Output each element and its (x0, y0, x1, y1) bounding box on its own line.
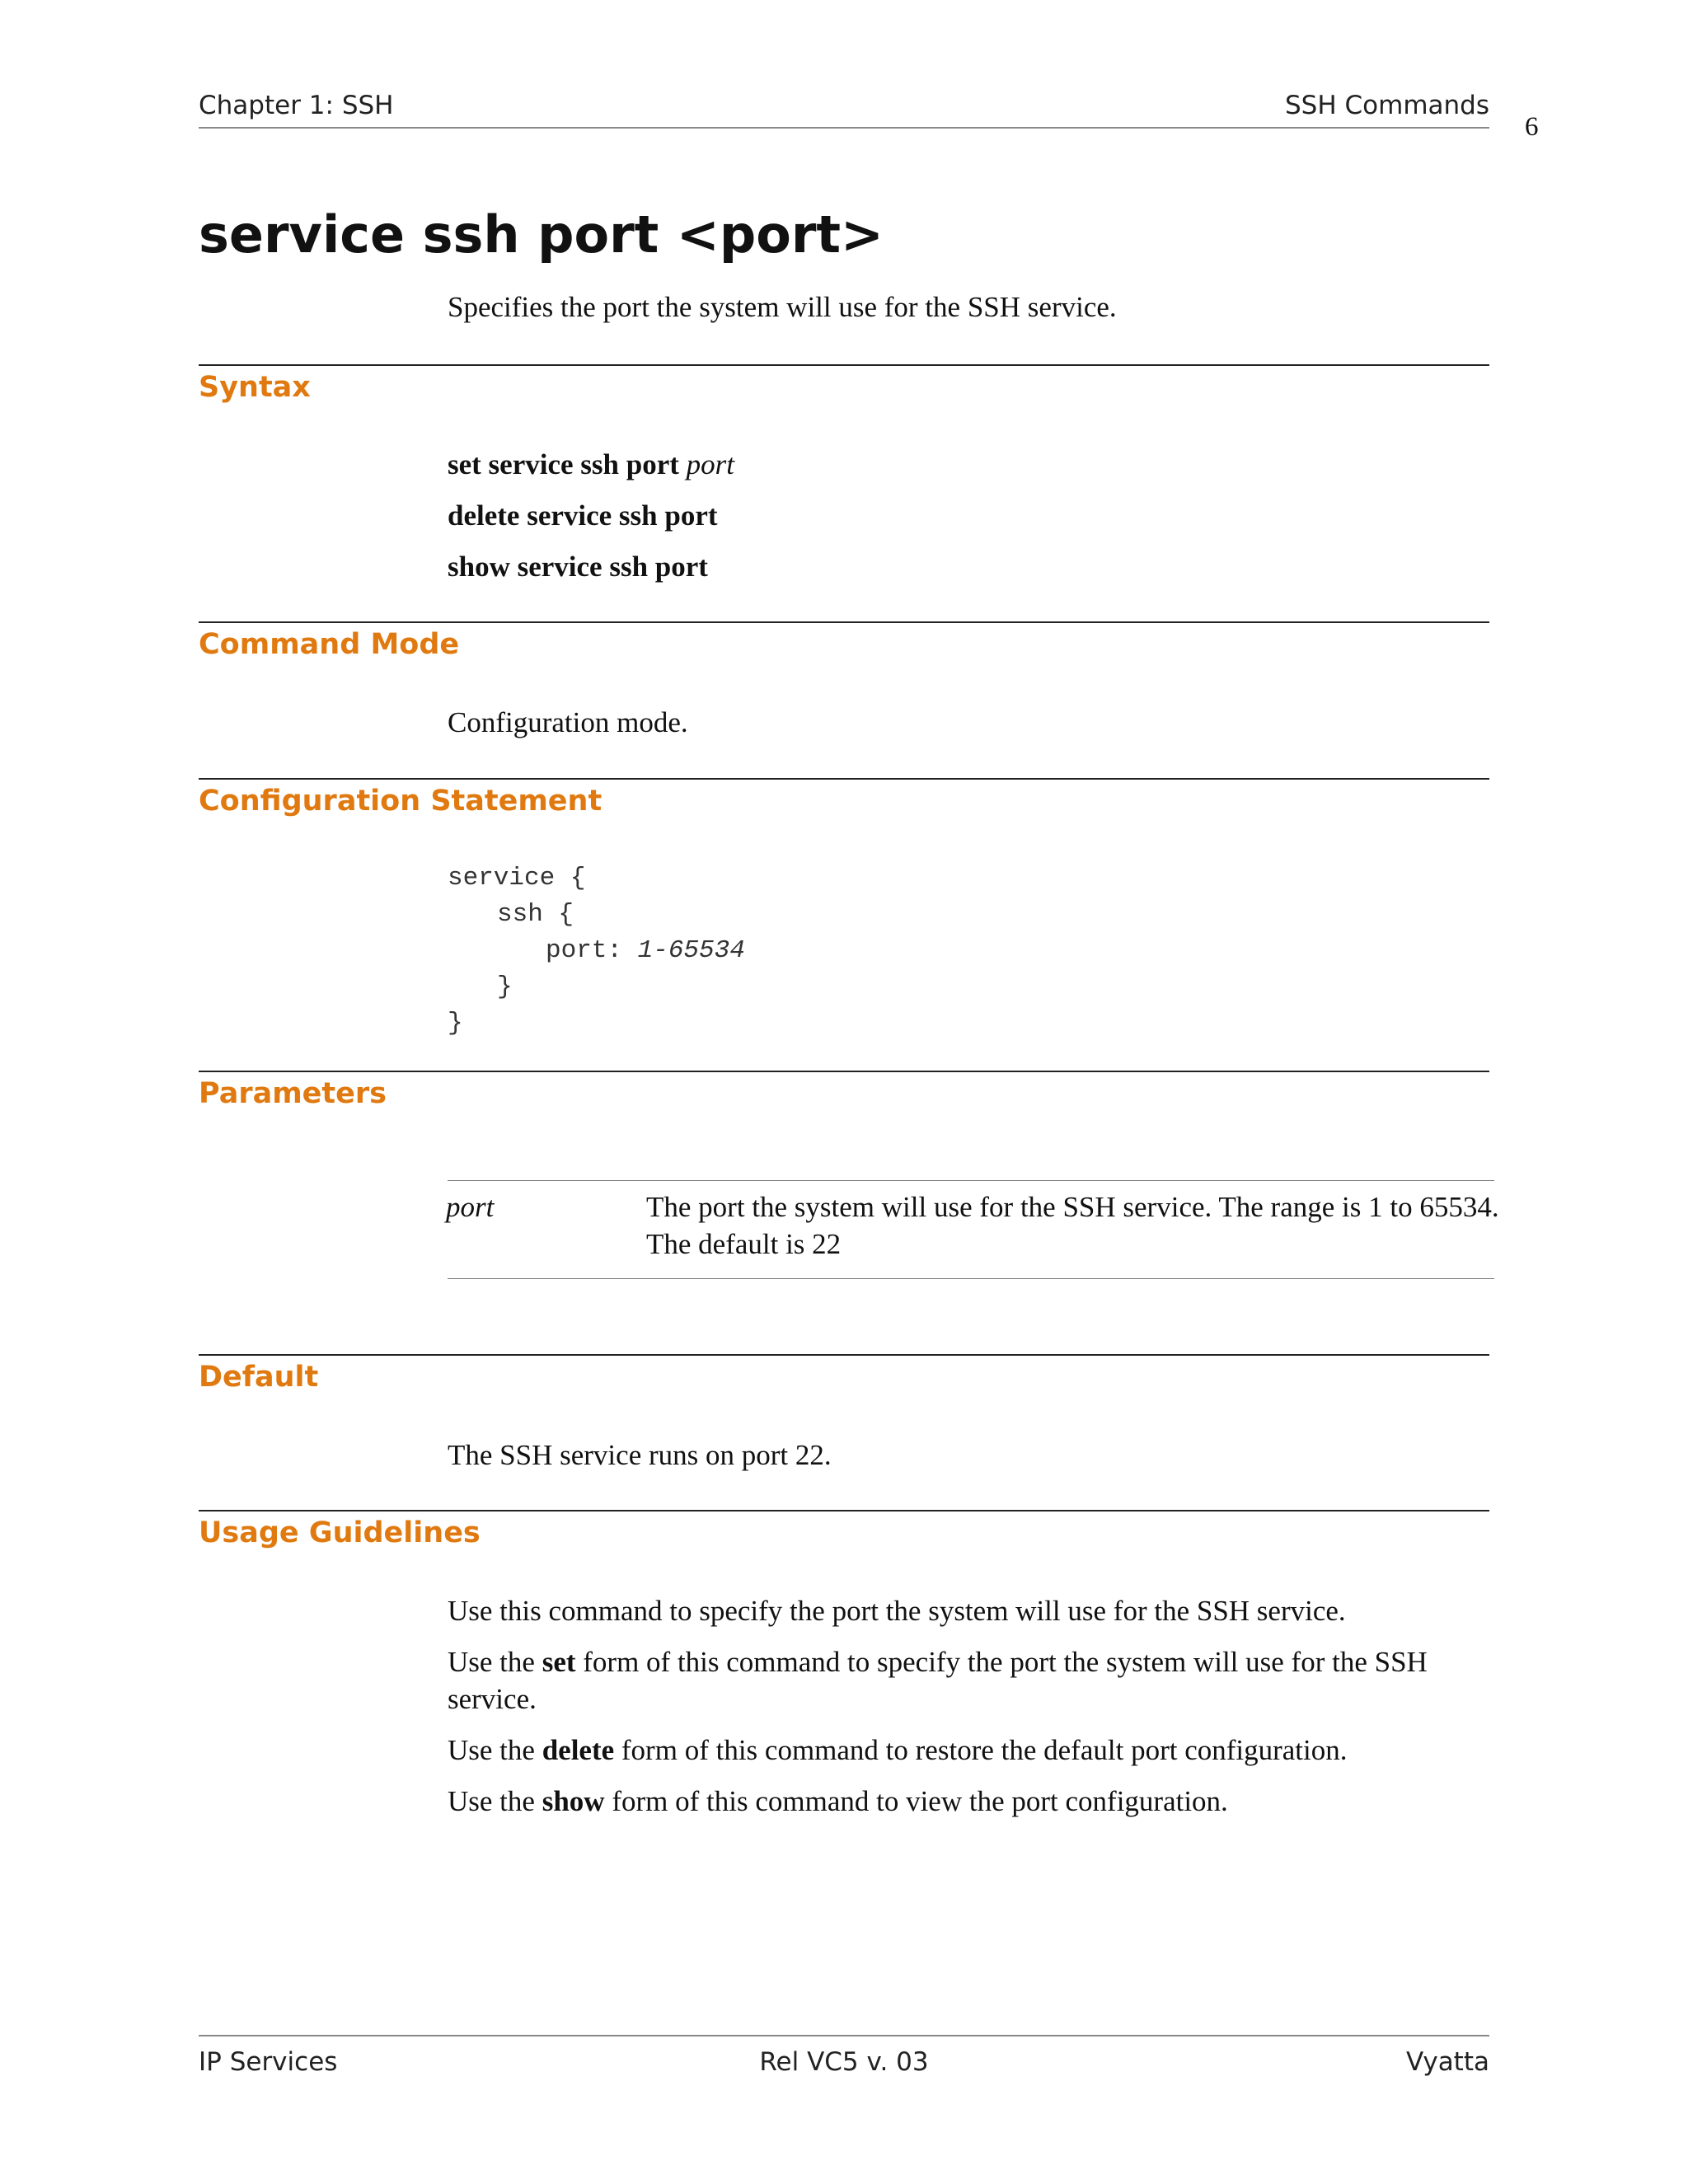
usage-p3-post: form of this command to restore the default port configuration. (614, 1734, 1348, 1766)
config-line-port (546, 933, 745, 969)
usage-paragraph-2 (448, 1643, 1428, 1680)
parameter-description-line2: The default is 22 (646, 1228, 842, 1260)
section-rule (199, 1071, 1489, 1072)
section-heading-usage: Usage Guidelines (199, 1516, 481, 1549)
default-text: The SSH service runs on port 22. (448, 1439, 832, 1471)
parameter-name (446, 1188, 494, 1226)
syntax-set (448, 446, 734, 483)
section-heading-default: Default (199, 1361, 319, 1394)
footer-right: Vyatta (1405, 2047, 1489, 2077)
config-port-key: port: (546, 936, 638, 965)
syntax-delete (448, 497, 718, 534)
parameter-name-text: port (446, 1191, 495, 1223)
parameter-description-line1: The port the system will use for the SSH service. The range is 1 to 65534. (646, 1191, 1499, 1223)
section-rule (199, 1510, 1489, 1511)
syntax-set-command: set service ssh port (448, 448, 679, 480)
usage-p2-keyword: set (542, 1646, 576, 1678)
section-heading-config-statement: Configuration Statement (199, 785, 603, 818)
usage-p2-post: form of this command to specify the port the system will use for the SSH (575, 1646, 1428, 1678)
footer-center: Rel VC5 v. 03 (759, 2047, 929, 2077)
syntax-show (448, 548, 708, 585)
section-heading-syntax: Syntax (199, 371, 311, 404)
header-section: SSH Commands (1285, 91, 1489, 120)
header-chapter: Chapter 1: SSH (199, 91, 394, 120)
section-rule (199, 364, 1489, 366)
usage-paragraph-2-cont: service. (448, 1683, 537, 1715)
command-mode-text: Configuration mode. (448, 706, 688, 738)
page-number: 6 (1525, 112, 1539, 142)
config-line-service: service { (448, 864, 586, 893)
usage-p3-pre: Use the (448, 1734, 542, 1766)
header-rule (199, 127, 1489, 129)
config-port-value: 1-65534 (637, 936, 745, 965)
usage-p4-keyword: show (542, 1785, 605, 1817)
section-rule (199, 778, 1489, 780)
page-title: service ssh port <port> (199, 204, 884, 265)
section-rule (199, 621, 1489, 623)
syntax-show-command: show service ssh port (448, 551, 708, 583)
config-line-ssh: ssh { (497, 900, 574, 929)
section-heading-command-mode: Command Mode (199, 628, 460, 661)
usage-paragraph-3 (448, 1732, 1348, 1769)
section-heading-parameters: Parameters (199, 1077, 387, 1110)
config-line-close-ssh: } (497, 972, 513, 1001)
usage-p2-pre: Use the (448, 1646, 542, 1678)
syntax-delete-command: delete service ssh port (448, 499, 718, 532)
parameter-table-top-rule (448, 1180, 1494, 1181)
usage-p3-keyword: delete (542, 1734, 615, 1766)
config-line-close-service: } (448, 1009, 463, 1038)
usage-p4-pre: Use the (448, 1785, 542, 1817)
section-rule (199, 1354, 1489, 1356)
syntax-set-argument: port (686, 448, 735, 480)
usage-paragraph-1: Use this command to specify the port the system will use for the SSH service. (448, 1595, 1346, 1627)
footer-left: IP Services (199, 2047, 338, 2077)
usage-paragraph-4 (448, 1783, 1228, 1820)
parameter-table-bottom-rule (448, 1278, 1494, 1279)
usage-p4-post: form of this command to view the port configuration. (604, 1785, 1228, 1817)
command-description: Specifies the port the system will use for the SSH service. (448, 291, 1117, 323)
footer-rule (199, 2035, 1489, 2036)
